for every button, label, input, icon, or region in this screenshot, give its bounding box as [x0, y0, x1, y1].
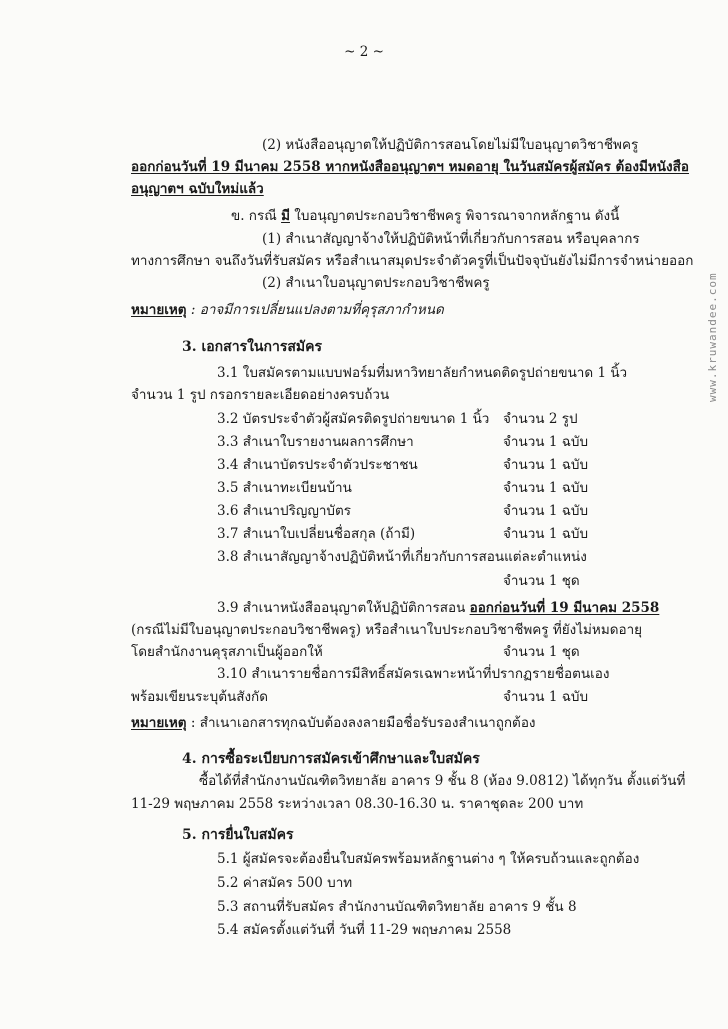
item-3-6-qty: จำนวน 1 ฉบับ	[503, 503, 589, 519]
item-3-10-line1: 3.10 สำเนารายชื่อการมีสิทธิ์สมัครเฉพาะหน้าที่ปรากฏรายชื่อตนเอง	[217, 666, 610, 682]
item-5-2: 5.2 ค่าสมัคร 500 บาท	[217, 875, 353, 891]
page-number: ~ 2 ~	[344, 44, 384, 60]
item-5-3: 5.3 สถานที่รับสมัคร สำนักงานบัณฑิตวิทยาลัย อาคาร 9 ชั้น 8	[217, 899, 577, 915]
item-3-5: 3.5 สำเนาทะเบียนบ้าน	[217, 480, 352, 496]
section4-heading: 4. การซื้อระเบียบการสมัครเข้าศึกษาและใบสมัคร	[182, 751, 480, 767]
section3-heading: 3. เอกสารในการสมัคร	[182, 339, 323, 355]
note-1-label: หมายเหตุ	[131, 302, 187, 318]
item-3-3-qty: จำนวน 1 ฉบับ	[503, 434, 589, 450]
section2-item2: (2) หนังสืออนุญาตให้ปฏิบัติการสอนโดยไม่มีใบอนุญาตวิชาชีพครู	[262, 137, 639, 153]
note-2-label: หมายเหตุ	[131, 715, 187, 731]
case-b-bold: มี	[281, 208, 290, 224]
case-b-item1-line1: (1) สำเนาสัญญาจ้างให้ปฏิบัติหน้าที่เกี่ยวกับการสอน หรือบุคลากร	[262, 231, 640, 247]
item-3-9-line3: โดยสำนักงานคุรุสภาเป็นผู้ออกให้	[131, 644, 323, 660]
item-3-8-line1: 3.8 สำเนาสัญญาจ้างปฏิบัติหน้าที่เกี่ยวกับการสอนแต่ละตำแหน่ง	[217, 549, 587, 565]
case-b-pre: ข. กรณี	[231, 208, 282, 224]
section4-line2: 11-29 พฤษภาคม 2558 ระหว่างเวลา 08.30-16.30 น. ราคาชุดละ 200 บาท	[131, 796, 584, 812]
item-3-7: 3.7 สำเนาใบเปลี่ยนชื่อสกุล (ถ้ามี)	[217, 526, 416, 542]
item-3-10-qty: จำนวน 1 ฉบับ	[503, 689, 589, 705]
case-b	[231, 207, 619, 225]
item-3-7-qty: จำนวน 1 ฉบับ	[503, 526, 589, 542]
note-2-text: : สำเนาเอกสารทุกฉบับต้องลงลายมือชื่อรับรองสำเนาถูกต้อง	[186, 715, 536, 731]
warning-line2: อนุญาตฯ ฉบับใหม่แล้ว	[131, 181, 264, 197]
item-3-1-line2: จำนวน 1 รูป กรอกรายละเอียดอย่างครบถ้วน	[131, 387, 390, 403]
item-3-1-line1: 3.1 ใบสมัครตามแบบฟอร์มที่มหาวิทยาลัยกำหนดติดรูปถ่ายขนาด 1 นิ้ว	[217, 365, 628, 381]
item-3-9-line2: (กรณีไม่มีใบอนุญาตประกอบวิชาชีพครู) หรือสำเนาใบประกอบวิชาชีพครู ที่ยังไม่หมดอายุ	[131, 622, 643, 638]
item-3-4-qty: จำนวน 1 ฉบับ	[503, 457, 589, 473]
watermark: www.kruwandee.com	[706, 272, 719, 402]
item-3-6: 3.6 สำเนาปริญญาบัตร	[217, 503, 351, 519]
item-3-9-qty: จำนวน 1 ชุด	[503, 644, 580, 660]
item-3-9-pre: 3.9 สำเนาหนังสืออนุญาตให้ปฏิบัติการสอน	[217, 600, 470, 616]
item-3-10-line2: พร้อมเขียนระบุต้นสังกัด	[131, 689, 268, 705]
item-3-5-qty: จำนวน 1 ฉบับ	[503, 480, 589, 496]
note-2	[131, 714, 536, 732]
item-3-2: 3.2 บัตรประจำตัวผู้สมัครติดรูปถ่ายขนาด 1 นิ้ว	[217, 411, 490, 427]
item-3-9-line1	[217, 599, 659, 617]
note-1-text: : อาจมีการเปลี่ยนแปลงตามที่คุรุสภากำหนด	[186, 302, 444, 318]
item-3-3: 3.3 สำเนาใบรายงานผลการศึกษา	[217, 434, 414, 450]
case-b-post: ใบอนุญาตประกอบวิชาชีพครู พิจารณาจากหลักฐาน ดังนี้	[289, 208, 620, 224]
item-3-4: 3.4 สำเนาบัตรประจำตัวประชาชน	[217, 457, 418, 473]
item-3-8-qty: จำนวน 1 ชุด	[503, 573, 580, 589]
item-5-4: 5.4 สมัครตั้งแต่วันที่ วันที่ 11-29 พฤษภาคม 2558	[217, 922, 512, 938]
item-5-1: 5.1 ผู้สมัครจะต้องยื่นใบสมัครพร้อมหลักฐานต่าง ๆ ให้ครบถ้วนและถูกต้อง	[217, 851, 640, 867]
warning-line1: ออกก่อนวันที่ 19 มีนาคม 2558 หากหนังสืออนุญาตฯ หมดอายุ ในวันสมัครผู้สมัคร ต้องมีหนังสือ	[131, 159, 689, 175]
section4-line1: ซื้อได้ที่สำนักงานบัณฑิตวิทยาลัย อาคาร 9 ชั้น 8 (ห้อง 9.0812) ได้ทุกวัน ตั้งแต่วันที่	[199, 773, 686, 789]
section5-heading: 5. การยื่นใบสมัคร	[182, 827, 294, 843]
item-3-9-bold: ออกก่อนวันที่ 19 มีนาคม 2558	[469, 600, 660, 616]
case-b-item2: (2) สำเนาใบอนุญาตประกอบวิชาชีพครู	[262, 275, 490, 291]
item-3-2-qty: จำนวน 2 รูป	[503, 411, 578, 427]
note-1	[131, 301, 444, 319]
case-b-item1-line2: ทางการศึกษา จนถึงวันที่รับสมัคร หรือสำเนาสมุดประจำตัวครูที่เป็นปัจจุบันยังไม่มีการจำหน่ายออก	[131, 253, 694, 269]
